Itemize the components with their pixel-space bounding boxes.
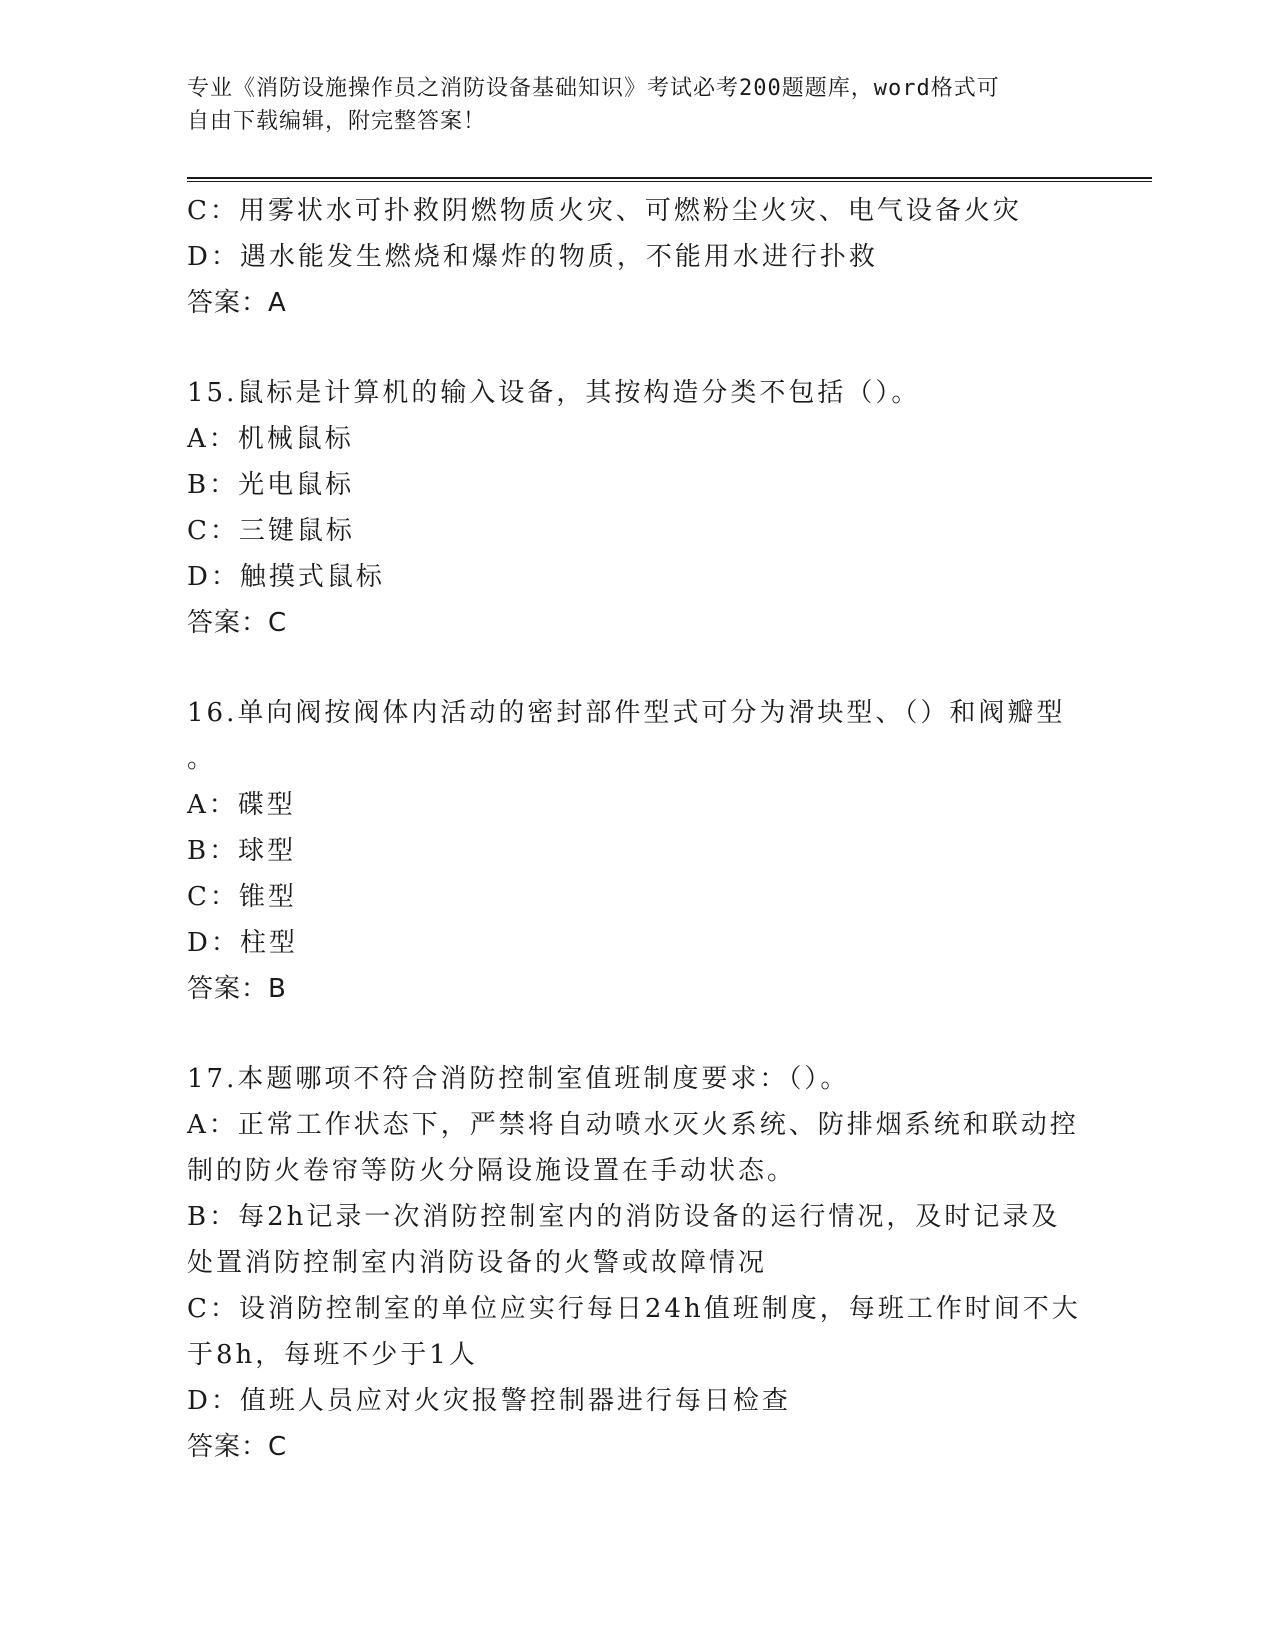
question-text: 17.本题哪项不符合消防控制室值班制度要求：（）。: [187, 1064, 850, 1094]
answer: 答案：A: [187, 288, 287, 318]
option-c: C：用雾状水可扑救阴燃物质火灾、可燃粉尘火灾、电气设备火灾: [187, 196, 1022, 226]
spacer: [187, 326, 1087, 370]
answer: 答案：C: [187, 1432, 288, 1462]
question-16: [187, 690, 1087, 1012]
option-b-line-2: 处置消防控制室内消防设备的火警或故障情况: [187, 1248, 768, 1278]
answer: 答案：B: [187, 974, 287, 1004]
option-a-line-2: 制的防火卷帘等防火分隔设施设置在手动状态。: [187, 1156, 797, 1186]
question-text-line-2: 。: [187, 744, 217, 774]
spacer: [187, 1012, 1087, 1056]
header-line-2: 自由下载编辑，附完整答案！: [187, 109, 487, 134]
question-14-tail: [187, 188, 1087, 326]
option-c-line-1: C：设消防控制室的单位应实行每日24h值班制度，每班工作时间不大: [187, 1294, 1081, 1324]
option-d: D：遇水能发生燃烧和爆炸的物质，不能用水进行扑救: [187, 242, 878, 272]
option-d: D：值班人员应对火灾报警控制器进行每日检查: [187, 1386, 791, 1416]
option-d: D：触摸式鼠标: [187, 562, 385, 592]
answer: 答案：C: [187, 608, 288, 638]
option-c: C：锥型: [187, 882, 297, 912]
option-b: B：光电鼠标: [187, 470, 355, 500]
option-a: A：机械鼠标: [187, 424, 354, 454]
option-b-line-1: B：每2h记录一次消防控制室内的消防设备的运行情况，及时记录及: [187, 1202, 1061, 1232]
option-c: C：三键鼠标: [187, 516, 355, 546]
question-list: [187, 188, 1087, 1470]
question-17: [187, 1056, 1087, 1470]
header-divider-thin: [187, 181, 1152, 182]
header-divider-thick: [187, 177, 1152, 179]
option-a-line-1: A：正常工作状态下，严禁将自动喷水灭火系统、防排烟系统和联动控: [187, 1110, 1079, 1140]
question-text: 15.鼠标是计算机的输入设备，其按构造分类不包括（）。: [187, 378, 921, 408]
question-15: [187, 370, 1087, 646]
option-d: D：柱型: [187, 928, 298, 958]
option-c-line-2: 于8h，每班不少于1人: [187, 1340, 478, 1370]
spacer: [187, 646, 1087, 690]
option-a: A：碟型: [187, 790, 296, 820]
option-b: B：球型: [187, 836, 297, 866]
question-text-line-1: 16.单向阀按阀体内活动的密封部件型式可分为滑块型、（）和阀瓣型: [187, 698, 1066, 728]
header-line-1: 专业《消防设施操作员之消防设备基础知识》考试必考200题题库，word格式可: [187, 76, 1000, 101]
document-header: [187, 72, 1087, 138]
